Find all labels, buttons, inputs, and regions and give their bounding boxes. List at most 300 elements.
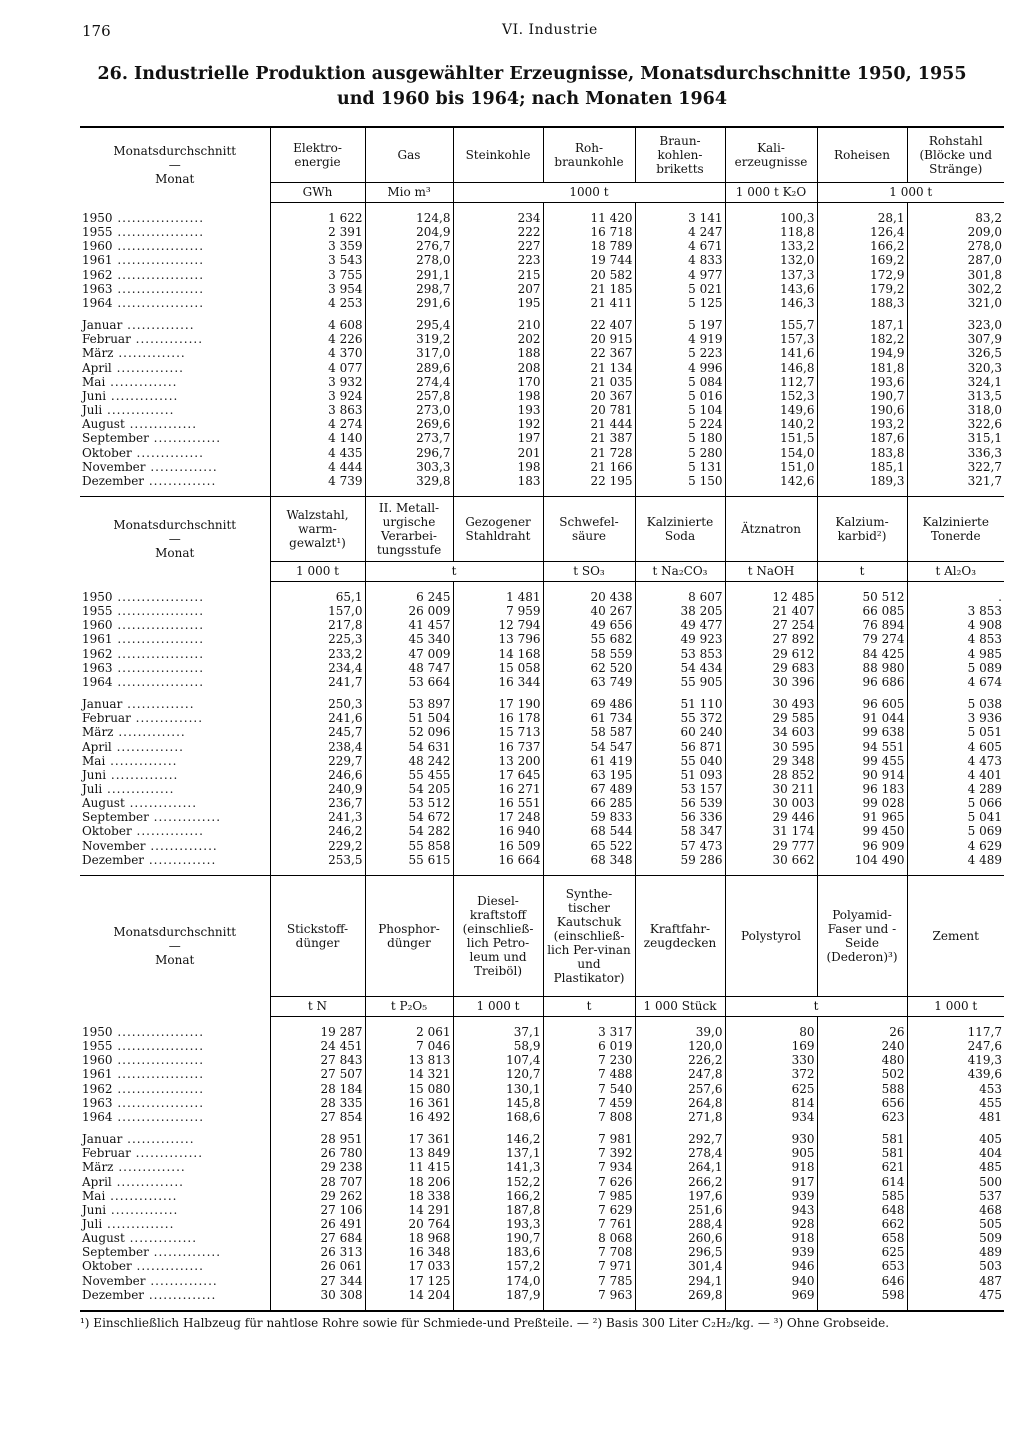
- data-cell: 307,9: [907, 332, 1004, 346]
- data-cell: 5 280: [635, 446, 725, 460]
- data-cell: 4 435: [270, 446, 365, 460]
- data-cell: 5 021: [635, 282, 725, 296]
- row-label-text: 1962: [82, 646, 113, 661]
- data-cell: 217,8: [270, 618, 365, 632]
- data-cell: 419,3: [907, 1053, 1004, 1067]
- spacer-cell: [453, 203, 543, 212]
- unit-cell: t Na₂CO₃: [635, 561, 725, 581]
- data-cell: 7 971: [543, 1259, 635, 1273]
- spacer-row: [80, 1302, 1004, 1311]
- row-label: [80, 403, 270, 417]
- spacer-cell: [725, 1124, 817, 1132]
- data-cell: 69 486: [543, 697, 635, 711]
- row-label-text: 1963: [82, 281, 113, 296]
- row-label-text: November: [82, 459, 146, 474]
- table-row: [80, 725, 1004, 739]
- row-label: [80, 389, 270, 403]
- row-label: [80, 375, 270, 389]
- data-cell: 30 211: [725, 782, 817, 796]
- data-cell: 320,3: [907, 361, 1004, 375]
- data-cell: 475: [907, 1288, 1004, 1302]
- unit-cell: t SO₃: [543, 561, 635, 581]
- spacer-cell: [270, 310, 365, 318]
- data-cell: 197,6: [635, 1189, 725, 1203]
- table-row: [80, 697, 1004, 711]
- data-cell: 291,1: [365, 268, 453, 282]
- data-cell: 29 238: [270, 1160, 365, 1174]
- data-cell: 22 367: [543, 346, 635, 360]
- row-label: [80, 604, 270, 618]
- data-cell: 37,1: [453, 1025, 543, 1039]
- stub-label-1: Monatsdurchschnitt: [113, 518, 237, 533]
- leader-dots: ..............: [113, 346, 186, 361]
- row-label-text: Juli: [82, 1216, 103, 1231]
- leader-dots: ..............: [130, 1146, 204, 1161]
- data-cell: 404: [907, 1146, 1004, 1160]
- data-cell: 185,1: [817, 460, 907, 474]
- data-cell: 117,7: [907, 1025, 1004, 1039]
- spacer-cell: [270, 1016, 365, 1025]
- data-cell: 168,6: [453, 1110, 543, 1124]
- data-cell: 26 491: [270, 1217, 365, 1231]
- unit-cell: t P₂O₅: [365, 996, 453, 1016]
- spacer-cell: [817, 488, 907, 497]
- data-cell: 18 968: [365, 1231, 453, 1245]
- row-label: [80, 796, 270, 810]
- data-cell: 480: [817, 1053, 907, 1067]
- row-label-text: April: [82, 739, 112, 754]
- data-cell: 274,4: [365, 375, 453, 389]
- leader-dots: ..................: [112, 632, 205, 647]
- table-row: [80, 1160, 1004, 1174]
- data-cell: 65,1: [270, 590, 365, 604]
- table-row: [80, 675, 1004, 689]
- data-cell: 4 853: [907, 632, 1004, 646]
- column-header: Kraftfahr-zeugdecken: [635, 875, 725, 996]
- leader-dots: ..................: [112, 589, 205, 604]
- data-cell: 132,0: [725, 253, 817, 267]
- table-row: [80, 1217, 1004, 1231]
- data-cell: 151,5: [725, 431, 817, 445]
- data-cell: 149,6: [725, 403, 817, 417]
- table-title-line-2: und 1960 bis 1964; nach Monaten 1964: [336, 89, 728, 109]
- data-cell: 22 407: [543, 318, 635, 332]
- leader-dots: ..............: [131, 1259, 204, 1274]
- unit-cell: 1 000 t: [907, 996, 1004, 1016]
- data-cell: 54 434: [635, 661, 725, 675]
- data-cell: 5 180: [635, 431, 725, 445]
- data-cell: 4 674: [907, 675, 1004, 689]
- row-label-text: 1964: [82, 674, 113, 689]
- row-label: [80, 318, 270, 332]
- table-title: [82, 62, 982, 112]
- row-label: [80, 810, 270, 824]
- row-label: [80, 675, 270, 689]
- spacer-cell: [365, 1016, 453, 1025]
- data-cell: 154,0: [725, 446, 817, 460]
- spacer-row: [80, 488, 1004, 497]
- data-cell: 247,6: [907, 1039, 1004, 1053]
- spacer-cell: [80, 1016, 270, 1025]
- data-cell: 4 289: [907, 782, 1004, 796]
- spacer-cell: [270, 488, 365, 497]
- data-cell: 17 645: [453, 768, 543, 782]
- data-cell: 3 863: [270, 403, 365, 417]
- data-cell: 278,0: [365, 253, 453, 267]
- data-cell: 12 485: [725, 590, 817, 604]
- data-cell: 4 985: [907, 647, 1004, 661]
- data-cell: 7 626: [543, 1175, 635, 1189]
- data-cell: 260,6: [635, 1231, 725, 1245]
- table-row: [80, 604, 1004, 618]
- data-cell: 581: [817, 1132, 907, 1146]
- data-cell: 29 612: [725, 647, 817, 661]
- data-cell: 4 833: [635, 253, 725, 267]
- data-cell: 16 492: [365, 1110, 453, 1124]
- data-cell: 157,0: [270, 604, 365, 618]
- data-cell: 20 438: [543, 590, 635, 604]
- data-cell: 7 230: [543, 1053, 635, 1067]
- leader-dots: ..............: [113, 725, 186, 740]
- data-cell: 166,2: [453, 1189, 543, 1203]
- data-cell: 76 894: [817, 618, 907, 632]
- row-label: [80, 1082, 270, 1096]
- spacer-cell: [635, 689, 725, 697]
- data-cell: 236,7: [270, 796, 365, 810]
- data-cell: 658: [817, 1231, 907, 1245]
- data-cell: 19 287: [270, 1025, 365, 1039]
- row-label: [80, 1096, 270, 1110]
- data-cell: 296,7: [365, 446, 453, 460]
- data-cell: 1 481: [453, 590, 543, 604]
- data-cell: 939: [725, 1189, 817, 1203]
- table-row: [80, 417, 1004, 431]
- table-row: [80, 253, 1004, 267]
- table-row: [80, 711, 1004, 725]
- data-cell: 27 684: [270, 1231, 365, 1245]
- leader-dots: ..............: [131, 824, 204, 839]
- data-cell: 146,2: [453, 1132, 543, 1146]
- column-header: Kalzinierte Soda: [635, 496, 725, 561]
- stub-header: [80, 127, 270, 203]
- data-cell: 120,0: [635, 1039, 725, 1053]
- data-cell: 5 223: [635, 346, 725, 360]
- leader-dots: ..................: [112, 1039, 205, 1054]
- row-label: [80, 474, 270, 488]
- spacer-cell: [817, 1302, 907, 1311]
- data-cell: 5 150: [635, 474, 725, 488]
- row-label-text: August: [82, 417, 125, 432]
- spacer-cell: [635, 488, 725, 497]
- data-cell: 66 085: [817, 604, 907, 618]
- leader-dots: ..................: [112, 604, 205, 619]
- data-cell: 598: [817, 1288, 907, 1302]
- data-cell: 241,3: [270, 810, 365, 824]
- table-row: [80, 824, 1004, 838]
- data-cell: 47 009: [365, 647, 453, 661]
- data-cell: 13 796: [453, 632, 543, 646]
- data-cell: 3 954: [270, 282, 365, 296]
- data-cell: 63 749: [543, 675, 635, 689]
- data-cell: 107,4: [453, 1053, 543, 1067]
- data-cell: 14 321: [365, 1067, 453, 1081]
- leader-dots: ..............: [130, 332, 204, 347]
- table-row: [80, 1203, 1004, 1217]
- data-cell: 4 908: [907, 618, 1004, 632]
- row-label-text: Juni: [82, 388, 107, 403]
- data-cell: 7 392: [543, 1146, 635, 1160]
- table-row: [80, 782, 1004, 796]
- data-cell: 303,3: [365, 460, 453, 474]
- row-label: [80, 1146, 270, 1160]
- row-label-text: Dezember: [82, 1287, 145, 1302]
- data-cell: 91 044: [817, 711, 907, 725]
- data-cell: 28 951: [270, 1132, 365, 1146]
- table-row: [80, 431, 1004, 445]
- data-cell: 317,0: [365, 346, 453, 360]
- spacer-cell: [543, 1302, 635, 1311]
- data-cell: 4 739: [270, 474, 365, 488]
- data-cell: 53 664: [365, 675, 453, 689]
- data-cell: 581: [817, 1146, 907, 1160]
- data-cell: 142,6: [725, 474, 817, 488]
- column-header: Gezogener Stahldraht: [453, 496, 543, 561]
- data-cell: 15 080: [365, 1082, 453, 1096]
- data-cell: 288,4: [635, 1217, 725, 1231]
- data-cell: 313,5: [907, 389, 1004, 403]
- leader-dots: ..............: [148, 431, 222, 446]
- data-cell: 646: [817, 1274, 907, 1288]
- spacer-cell: [635, 581, 725, 590]
- data-cell: 183,8: [817, 446, 907, 460]
- data-cell: 16 361: [365, 1096, 453, 1110]
- data-cell: 187,6: [817, 431, 907, 445]
- data-cell: 182,2: [817, 332, 907, 346]
- data-cell: 207: [453, 282, 543, 296]
- data-cell: 7 459: [543, 1096, 635, 1110]
- data-cell: 8 607: [635, 590, 725, 604]
- row-label: [80, 754, 270, 768]
- table-row: [80, 375, 1004, 389]
- spacer-cell: [543, 867, 635, 876]
- data-cell: 302,2: [907, 282, 1004, 296]
- spacer-cell: [725, 581, 817, 590]
- table-row: [80, 211, 1004, 225]
- column-header: Roheisen: [817, 127, 907, 183]
- data-cell: 141,3: [453, 1160, 543, 1174]
- data-cell: 34 603: [725, 725, 817, 739]
- unit-cell: t Al₂O₃: [907, 561, 1004, 581]
- leader-dots: ..............: [122, 318, 195, 333]
- leader-dots: ..............: [111, 360, 184, 375]
- data-cell: 5 125: [635, 296, 725, 310]
- spacer-row: [80, 310, 1004, 318]
- section-header-row: [80, 496, 1004, 561]
- data-cell: 3 932: [270, 375, 365, 389]
- data-cell: 918: [725, 1160, 817, 1174]
- data-cell: 16 737: [453, 740, 543, 754]
- table-row: [80, 853, 1004, 867]
- data-cell: 17 190: [453, 697, 543, 711]
- table-row: [80, 1132, 1004, 1146]
- data-cell: 226,2: [635, 1053, 725, 1067]
- data-cell: 187,1: [817, 318, 907, 332]
- row-label-text: November: [82, 838, 146, 853]
- data-cell: 30 308: [270, 1288, 365, 1302]
- spacer-cell: [453, 1302, 543, 1311]
- data-cell: 26 009: [365, 604, 453, 618]
- data-cell: 6 019: [543, 1039, 635, 1053]
- data-cell: 94 551: [817, 740, 907, 754]
- data-cell: 57 473: [635, 839, 725, 853]
- data-cell: 17 361: [365, 1132, 453, 1146]
- column-header: Kalzinierte Tonerde: [907, 496, 1004, 561]
- data-cell: 917: [725, 1175, 817, 1189]
- data-cell: 96 686: [817, 675, 907, 689]
- unit-cell: t: [543, 996, 635, 1016]
- row-label-text: 1955: [82, 604, 113, 619]
- leader-dots: ..............: [145, 1273, 218, 1288]
- data-cell: 26 780: [270, 1146, 365, 1160]
- row-label: [80, 211, 270, 225]
- data-cell: 83,2: [907, 211, 1004, 225]
- leader-dots: ..............: [145, 459, 218, 474]
- data-cell: 187,9: [453, 1288, 543, 1302]
- data-cell: 648: [817, 1203, 907, 1217]
- spacer-cell: [365, 488, 453, 497]
- data-cell: 21 035: [543, 375, 635, 389]
- data-cell: 16 718: [543, 225, 635, 239]
- data-cell: 5 066: [907, 796, 1004, 810]
- column-header: Rohstahl (Blöcke und Stränge): [907, 127, 1004, 183]
- data-cell: 193,6: [817, 375, 907, 389]
- data-cell: 26: [817, 1025, 907, 1039]
- data-cell: 198: [453, 389, 543, 403]
- data-cell: 79 274: [817, 632, 907, 646]
- leader-dots: ..............: [148, 810, 222, 825]
- data-cell: 4 077: [270, 361, 365, 375]
- column-header: Polystyrol: [725, 875, 817, 996]
- unit-cell: t: [817, 561, 907, 581]
- data-cell: 99 638: [817, 725, 907, 739]
- leader-dots: ..............: [122, 1132, 195, 1147]
- leader-dots: ..............: [102, 1216, 175, 1231]
- row-label-text: Januar: [82, 697, 123, 712]
- spacer-cell: [543, 581, 635, 590]
- data-cell: 61 419: [543, 754, 635, 768]
- data-cell: 298,7: [365, 282, 453, 296]
- data-cell: 28 335: [270, 1096, 365, 1110]
- data-cell: 588: [817, 1082, 907, 1096]
- data-cell: 266,2: [635, 1175, 725, 1189]
- spacer-cell: [543, 310, 635, 318]
- data-cell: 323,0: [907, 318, 1004, 332]
- data-cell: 104 490: [817, 853, 907, 867]
- spacer-cell: [635, 867, 725, 876]
- column-header: Steinkohle: [453, 127, 543, 183]
- spacer-cell: [543, 1124, 635, 1132]
- spacer-cell: [907, 203, 1004, 212]
- spacer-cell: [270, 867, 365, 876]
- row-label: [80, 711, 270, 725]
- data-cell: 7 985: [543, 1189, 635, 1203]
- unit-cell: GWh: [270, 183, 365, 203]
- data-cell: 5 041: [907, 810, 1004, 824]
- data-cell: 251,6: [635, 1203, 725, 1217]
- section-header-row: [80, 875, 1004, 996]
- spacer-row: [80, 1016, 1004, 1025]
- data-cell: 12 794: [453, 618, 543, 632]
- data-cell: 21 134: [543, 361, 635, 375]
- data-cell: 324,1: [907, 375, 1004, 389]
- spacer-cell: [270, 1124, 365, 1132]
- table-row: [80, 754, 1004, 768]
- data-cell: 301,4: [635, 1259, 725, 1273]
- data-cell: 247,8: [635, 1067, 725, 1081]
- row-label: [80, 225, 270, 239]
- spacer-row: [80, 1124, 1004, 1132]
- data-cell: 16 940: [453, 824, 543, 838]
- leader-dots: ..............: [102, 403, 175, 418]
- spacer-cell: [635, 1124, 725, 1132]
- leader-dots: ..............: [102, 782, 175, 796]
- data-cell: 59 833: [543, 810, 635, 824]
- spacer-cell: [907, 1124, 1004, 1132]
- data-cell: 4 253: [270, 296, 365, 310]
- data-cell: 146,3: [725, 296, 817, 310]
- spacer-cell: [725, 689, 817, 697]
- data-cell: 28 184: [270, 1082, 365, 1096]
- row-label-text: 1950: [82, 211, 113, 225]
- data-cell: 3 141: [635, 211, 725, 225]
- data-cell: 505: [907, 1217, 1004, 1231]
- spacer-cell: [80, 581, 270, 590]
- data-cell: 155,7: [725, 318, 817, 332]
- data-cell: 21 444: [543, 417, 635, 431]
- table-row: [80, 1096, 1004, 1110]
- data-cell: 233,2: [270, 647, 365, 661]
- page-number: 176: [82, 22, 111, 40]
- leader-dots: ..................: [112, 674, 205, 689]
- row-label: [80, 1288, 270, 1302]
- spacer-cell: [817, 689, 907, 697]
- data-cell: 257,8: [365, 389, 453, 403]
- data-cell: 137,1: [453, 1146, 543, 1160]
- data-cell: 54 205: [365, 782, 453, 796]
- stub-label-2: Monat: [155, 546, 195, 561]
- data-cell: 468: [907, 1203, 1004, 1217]
- spacer-cell: [725, 310, 817, 318]
- row-label: [80, 632, 270, 646]
- leader-dots: ..................: [112, 295, 205, 310]
- data-cell: 58,9: [453, 1039, 543, 1053]
- data-cell: 4 605: [907, 740, 1004, 754]
- row-label: [80, 431, 270, 445]
- data-cell: 157,2: [453, 1259, 543, 1273]
- data-cell: 49 656: [543, 618, 635, 632]
- row-label-text: September: [82, 810, 149, 825]
- data-cell: 187,8: [453, 1203, 543, 1217]
- row-label: [80, 1217, 270, 1231]
- data-cell: 614: [817, 1175, 907, 1189]
- spacer-cell: [453, 1124, 543, 1132]
- table-row: [80, 810, 1004, 824]
- spacer-cell: [453, 488, 543, 497]
- spacer-cell: [635, 203, 725, 212]
- spacer-cell: [453, 867, 543, 876]
- row-label: [80, 1025, 270, 1039]
- row-label: [80, 1259, 270, 1273]
